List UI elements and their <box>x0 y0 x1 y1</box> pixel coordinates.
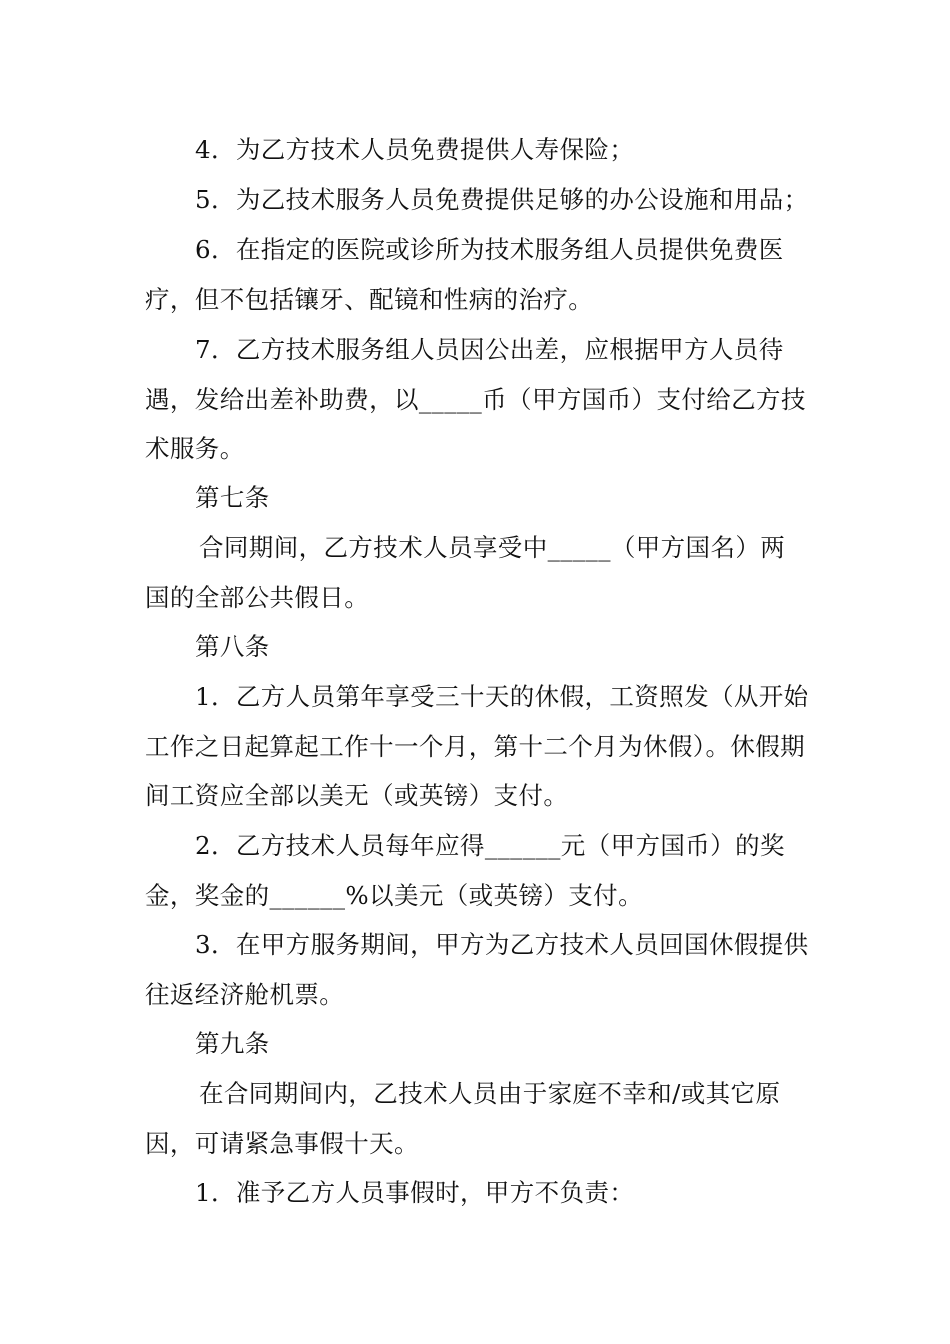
paragraph-item-5: 5．为乙技术服务人员免费提供足够的办公设施和用品； <box>195 185 809 214</box>
paragraph-article-8-item-3: 3．在甲方服务期间，甲方为乙方技术人员回国休假提供往返经济舱机票。 <box>145 930 809 1009</box>
paragraph-article-9-item-1: 1．准予乙方人员事假时，甲方不负责： <box>195 1178 635 1207</box>
paragraph-article-7: 合同期间，乙方技术人员享受中_____（甲方国名）两国的全部公共假日。 <box>145 533 786 612</box>
paragraph-article-8-item-1: 1．乙方人员第年享受三十天的休假，工资照发（从开始工作之日起算起工作十一个月，第十二个月为休假）。休假期间工资应全部以美无（或英镑）支付。 <box>145 682 809 810</box>
paragraph-article-8-item-2: 2．乙方技术人员每年应得______元（甲方国币）的奖金，奖金的______%以美元（或英镑）支付。 <box>145 831 785 910</box>
paragraph-item-4: 4．为乙方技术人员免费提供人寿保险； <box>195 135 635 164</box>
article-heading-8: 第八条 <box>195 632 270 661</box>
paragraph-article-9: 在合同期间内，乙技术人员由于家庭不幸和/或其它原因，可请紧急事假十天。 <box>145 1079 781 1158</box>
paragraph-item-6: 6．在指定的医院或诊所为技术服务组人员提供免费医疗，但不包括镶牙、配镜和性病的治疗。 <box>145 235 784 314</box>
article-heading-7: 第七条 <box>195 483 270 512</box>
paragraph-item-7: 7．乙方技术服务组人员因公出差，应根据甲方人员待遇，发给出差补助费，以_____币（甲方国币）支付给乙方技术服务。 <box>145 335 806 463</box>
article-heading-9: 第九条 <box>195 1029 270 1058</box>
